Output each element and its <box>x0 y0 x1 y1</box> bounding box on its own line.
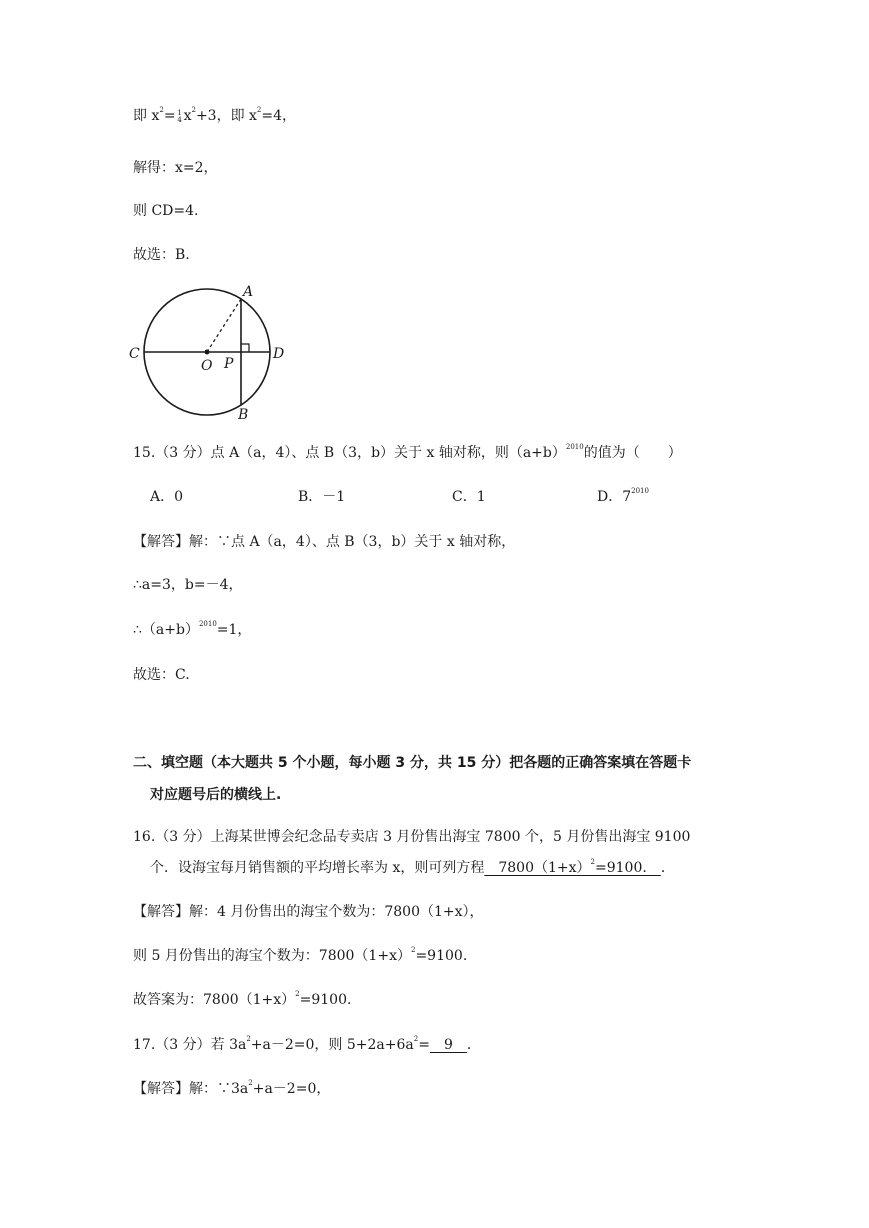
solution-line: 解得：x=2， <box>133 160 218 176</box>
text: ． <box>660 860 675 876</box>
center-point <box>205 350 210 355</box>
text: ． <box>466 1037 481 1053</box>
text: +3，即 x <box>195 108 257 124</box>
answer-16-line2 <box>133 946 467 966</box>
superscript: 2 <box>159 106 164 114</box>
superscript: 2 <box>413 1035 419 1043</box>
answer-15-line2: ∴a=3，b=－4， <box>133 577 243 593</box>
text: = <box>163 108 176 124</box>
text: ∴（a+b） <box>133 622 199 638</box>
text: = <box>418 1037 430 1053</box>
superscript: 2 <box>256 106 262 114</box>
option-a: A．0 <box>150 489 184 505</box>
text: =9100. <box>299 992 352 1008</box>
text: 即 x <box>133 108 160 124</box>
superscript: 2 <box>590 858 595 866</box>
superscript: 2010 <box>631 487 649 495</box>
text: =9100. <box>415 948 468 964</box>
answer-17-line1 <box>133 1079 330 1099</box>
superscript: 2 <box>248 1079 253 1087</box>
superscript: 2010 <box>198 620 217 628</box>
superscript: 2010 <box>565 443 584 451</box>
label-p: P <box>224 356 234 372</box>
right-angle-mark <box>241 344 249 352</box>
label-c: C <box>129 346 140 362</box>
radius-oa-dashed <box>207 299 241 352</box>
text: 则 5 月份售出的海宝个数为：7800（1+x） <box>133 948 411 964</box>
section-heading: 二、填空题（本大题共 5 个小题，每小题 3 分，共 15 分）把各题的正确答案填在答题卡 <box>133 755 692 771</box>
answer-16-line3 <box>133 990 351 1010</box>
superscript: 2 <box>295 990 300 998</box>
result-line: 则 CD=4. <box>133 203 199 219</box>
text: D．7 <box>597 489 632 505</box>
denominator: 4 <box>177 116 182 124</box>
text: =4， <box>261 108 297 124</box>
text: 7800（1+x） <box>484 860 591 876</box>
fraction <box>176 110 184 124</box>
numerator: 1 <box>177 109 182 117</box>
label-d: D <box>273 346 285 362</box>
text: 个．设海宝每月销售额的平均增长率为 x，则可列方程 <box>150 860 485 876</box>
answer-15-line1: 【解答】解：∵点 A（a，4）、点 B（3，b）关于 x 轴对称， <box>133 534 516 550</box>
text: x <box>183 108 192 124</box>
option-c: C．1 <box>452 489 486 505</box>
superscript: 2 <box>410 946 416 954</box>
answer-16-line1: 【解答】解：4 月份售出的海宝个数为：7800（1+x）， <box>133 904 484 920</box>
text: 的值为（ ） <box>583 445 682 461</box>
text: 故答案为：7800（1+x） <box>133 992 296 1008</box>
answer-blank <box>484 860 660 876</box>
question-16-line2 <box>150 858 675 878</box>
answer-blank: 9 <box>429 1037 467 1053</box>
text: 【解答】解：∵3a <box>133 1081 249 1097</box>
superscript: 2 <box>246 1035 251 1043</box>
text: =9100. <box>595 860 661 876</box>
text: 15.（3 分）点 A（a，4）、点 B（3，b）关于 x 轴对称，则（a+b） <box>133 445 566 461</box>
label-a: A <box>243 284 254 300</box>
label-o: O <box>201 358 213 374</box>
choice-line: 故选：B. <box>133 247 190 263</box>
text: =1， <box>216 622 252 638</box>
option-b: B．－1 <box>298 489 346 505</box>
question-16-line1: 16.（3 分）上海某世博会纪念品专卖店 3 月份售出海宝 7800 个，5 月份售出海宝 9100 <box>133 829 691 845</box>
answer-15-line3 <box>133 620 251 640</box>
label-b: B <box>238 407 249 422</box>
option-d <box>597 487 649 507</box>
question-17 <box>133 1035 481 1055</box>
text: 17.（3 分）若 3a <box>133 1037 247 1053</box>
text: +a－2=0，则 5+2a+6a <box>250 1037 414 1053</box>
superscript: 2 <box>191 106 196 114</box>
equation-line <box>133 106 296 126</box>
text: +a－2=0， <box>252 1081 331 1097</box>
circle-figure <box>125 282 295 422</box>
section-heading-cont: 对应题号后的横线上. <box>150 787 282 803</box>
question-15 <box>133 443 682 463</box>
answer-15-line4: 故选：C. <box>133 667 190 683</box>
